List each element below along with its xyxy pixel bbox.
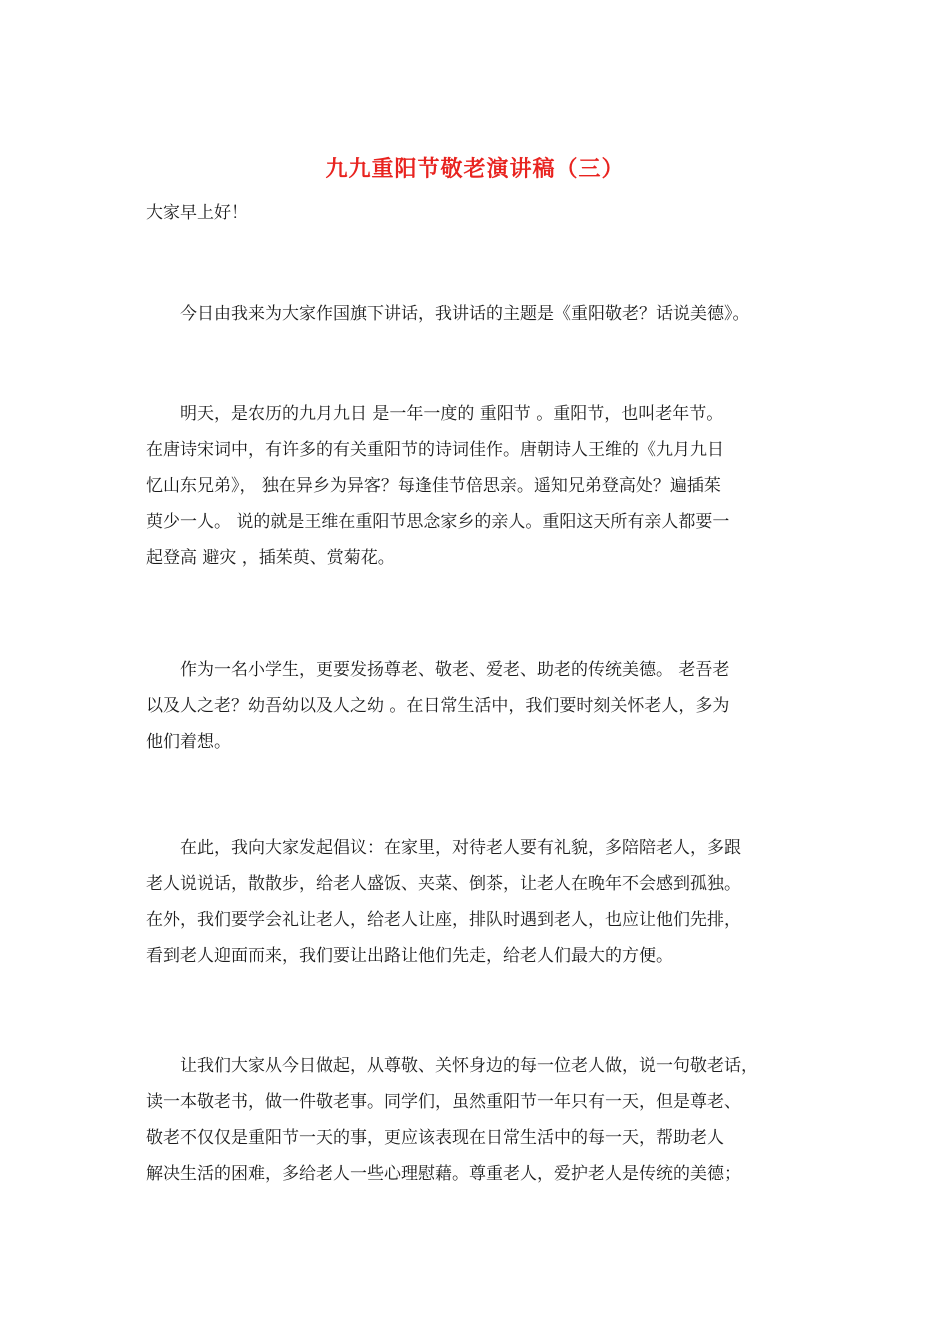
paragraph-line: 敬老不仅仅是重阳节一天的事，更应该表现在日常生活中的每一天，帮助老人 (146, 1128, 724, 1148)
paragraph-line: 他们着想。 (146, 732, 231, 752)
paragraph-line: 明天，是农历的九月九日 是一年一度的 重阳节 。重阳节，也叫老年节。 (146, 404, 724, 424)
paragraph-1 (146, 296, 810, 332)
paragraph-line: 以及人之老？幼吾幼以及人之幼 。在日常生活中，我们要时刻关怀老人，多为 (146, 696, 730, 716)
paragraph-3 (146, 652, 810, 760)
paragraph-line: 作为一名小学生，更要发扬尊老、敬老、爱老、助老的传统美德。 老吾老 (146, 660, 730, 680)
paragraph-line: 起登高 避灾 ，插茱萸、赏菊花。 (146, 548, 395, 568)
paragraph-line: 看到老人迎面而来，我们要让出路让他们先走，给老人们最大的方便。 (146, 946, 673, 966)
greeting: 大家早上好！ (146, 203, 248, 223)
paragraph-line: 老人说说话，散散步，给老人盛饭、夹菜、倒茶，让老人在晚年不会感到孤独。 (146, 874, 741, 894)
paragraph-line: 在此，我向大家发起倡议：在家里，对待老人要有礼貌，多陪陪老人，多跟 (146, 838, 741, 858)
paragraph-line: 在唐诗宋词中，有许多的有关重阳节的诗词佳作。唐朝诗人王维的《九月九日 (146, 440, 724, 460)
paragraph-line: 在外，我们要学会礼让老人，给老人让座，排队时遇到老人，也应让他们先排， (146, 910, 741, 930)
paragraph-line: 萸少一人。 说的就是王维在重阳节思念家乡的亲人。重阳这天所有亲人都要一 (146, 512, 730, 532)
paragraph-4 (146, 830, 810, 974)
paragraph-2 (146, 396, 810, 576)
paragraph-line: 忆山东兄弟》， 独在异乡为异客？每逢佳节倍思亲。遥知兄弟登高处？遍插茱 (146, 476, 721, 496)
paragraph-line: 让我们大家从今日做起，从尊敬、关怀身边的每一位老人做，说一句敬老话， (146, 1056, 758, 1076)
document-title: 九九重阳节敬老演讲稿（三） (325, 156, 625, 182)
paragraph-5 (146, 1048, 810, 1192)
paragraph-line: 读一本敬老书，做一件敬老事。同学们，虽然重阳节一年只有一天，但是尊老、 (146, 1092, 741, 1112)
paragraph-line: 今日由我来为大家作国旗下讲话，我讲话的主题是《重阳敬老？话说美德》。 (146, 304, 750, 324)
paragraph-line: 解决生活的困难，多给老人一些心理慰藉。尊重老人，爱护老人是传统的美德； (146, 1164, 741, 1184)
